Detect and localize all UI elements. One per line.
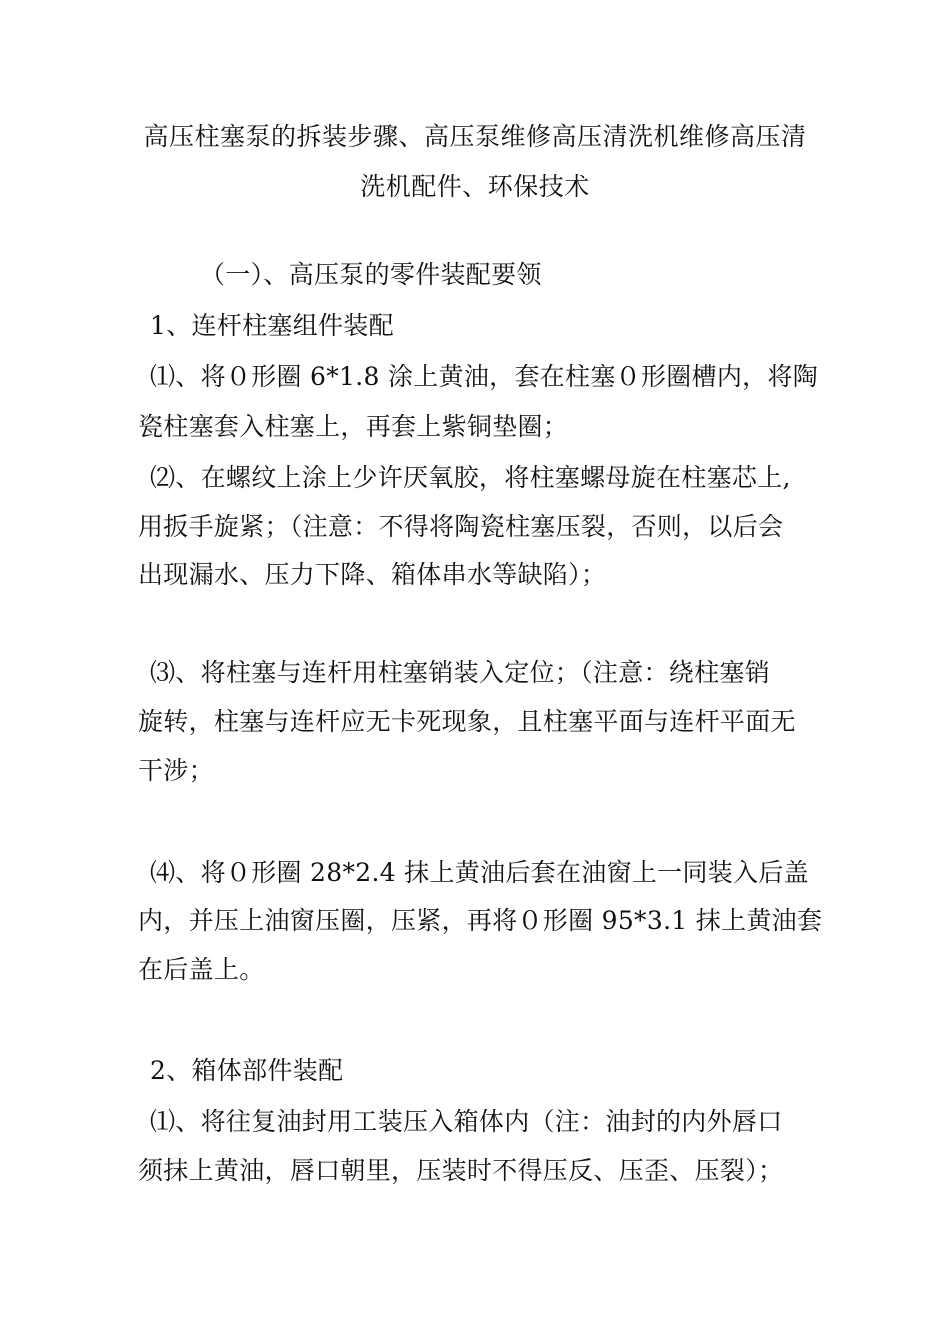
paragraph-line: 内，并压上油窗压圈，压紧，再将０形圈 95*3.1 抹上黄油套 — [138, 906, 823, 935]
paragraph-line: 须抹上黄油，唇口朝里，压装时不得压反、压歪、压裂）； — [138, 1156, 784, 1185]
title-line-1: 高压柱塞泵的拆装步骤、高压泵维修高压清洗机维修高压清 — [143, 122, 807, 151]
subsection-heading-1: 1、连杆柱塞组件装配 — [150, 311, 394, 340]
paragraph-line: ⑵、在螺纹上涂上少许厌氧胶，将柱塞螺母旋在柱塞芯上, — [150, 463, 791, 492]
paragraph-line: 旋转，柱塞与连杆应无卡死现象，且柱塞平面与连杆平面无 — [138, 707, 796, 736]
title-line-2: 洗机配件、环保技术 — [360, 172, 590, 201]
paragraph-line: ⑷、将０形圈 28*2.4 抹上黄油后套在油窗上一同装入后盖 — [150, 858, 809, 887]
paragraph-line: ⑶、将柱塞与连杆用柱塞销装入定位；（注意：绕柱塞销 — [150, 658, 771, 687]
document-title — [135, 112, 815, 212]
section-heading: （一）、高压泵的零件装配要领 — [200, 260, 542, 289]
paragraph-line: 在后盖上。 — [138, 955, 265, 984]
paragraph-line: 干涉； — [138, 756, 214, 785]
paragraph-line: ⑴、将往复油封用工装压入箱体内（注：油封的内外唇口 — [150, 1107, 783, 1136]
paragraph-line: 瓷柱塞套入柱塞上，再套上紫铜垫圈； — [138, 412, 569, 441]
subsection-heading-2: 2、箱体部件装配 — [150, 1056, 344, 1085]
paragraph-line: 用扳手旋紧；（注意：不得将陶瓷柱塞压裂，否则，以后会 — [138, 512, 784, 541]
paragraph-line: ⑴、将０形圈 6*1.8 涂上黄油，套在柱塞０形圈槽内，将陶 — [150, 362, 819, 391]
paragraph-line: 出现漏水、压力下降、箱体串水等缺陷）； — [138, 560, 607, 589]
